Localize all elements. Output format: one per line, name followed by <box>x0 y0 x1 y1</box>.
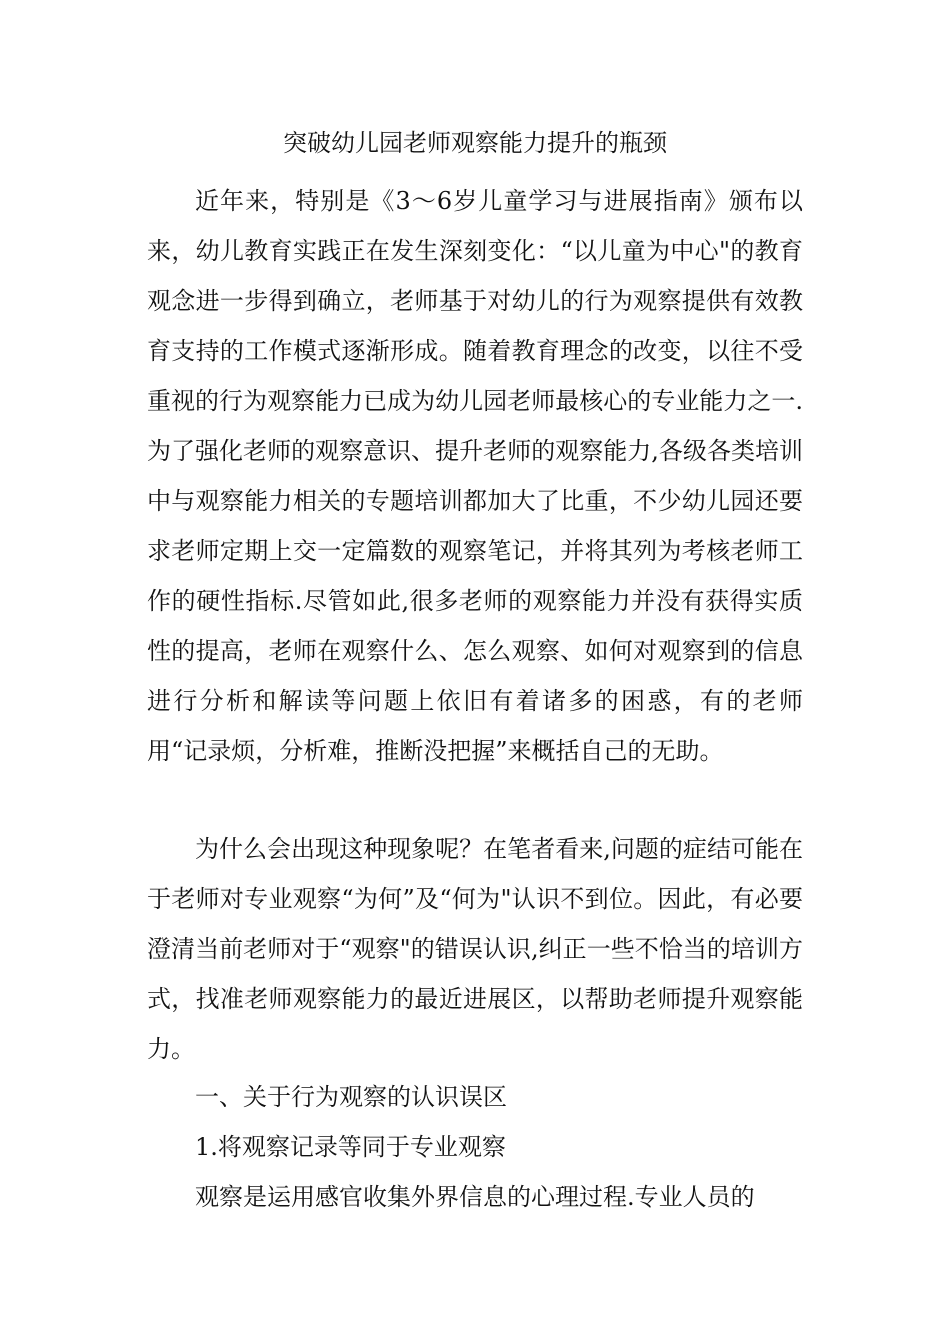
section-heading: 一、关于行为观察的认识误区 <box>195 1083 507 1111</box>
paragraph-1: 近年来，特别是《3～6岁儿童学习与进展指南》颁布以来，幼儿教育实践正在发生深刻变化：“以儿童为中心"的教育观念进一步得到确立，老师基于对幼儿的行为观察提供有效教育支持的工作模式逐渐形成。随着教育理念的改变，以往不受重视的行为观察能力已成为幼儿园老师最核心的专业能力之一.为了强化老师的观察意识、提升老师的观察能力,各级各类培训中与观察能力相关的专题培训都加大了比重，不少幼儿园还要求老师定期上交一定篇数的观察笔记，并将其列为考核老师工作的硬性指标.尽管如此,很多老师的观察能力并没有获得实质性的提高，老师在观察什么、怎么观察、如何对观察到的信息进行分析和解读等问题上依旧有着诸多的困惑，有的老师用“记录烦，分析难，推断没把握”来概括自己的无助。 <box>147 187 803 765</box>
document-title: 突破幼儿园老师观察能力提升的瓶颈 <box>283 129 667 157</box>
subsection-heading: 1.将观察记录等同于专业观察 <box>195 1133 506 1161</box>
paragraph-2: 为什么会出现这种现象呢？在笔者看来,问题的症结可能在于老师对专业观察“为何”及“何为"认识不到位。因此，有必要澄清当前老师对于“观察"的错误认识,纠正一些不恰当的培训方式，找准老师观察能力的最近进展区，以帮助老师提升观察能力。 <box>147 835 803 1063</box>
paragraph-3: 观察是运用感官收集外界信息的心理过程.专业人员的 <box>195 1183 755 1211</box>
